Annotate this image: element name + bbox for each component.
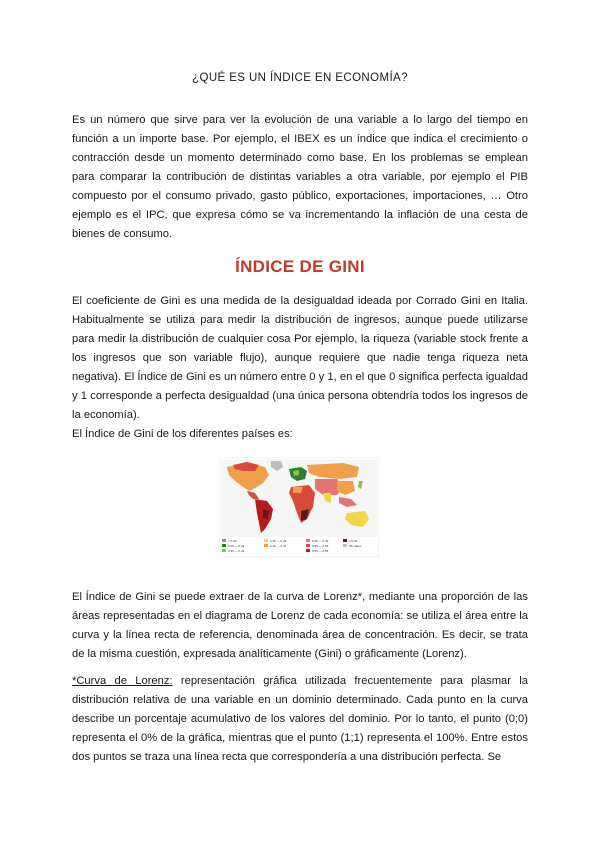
legend-label: 0,40 — 0,44	[270, 544, 287, 548]
legend-label: Sin datos	[349, 544, 362, 548]
gini-world-map-figure	[219, 457, 379, 557]
legend-label: 0,50 — 0,54	[312, 544, 329, 548]
legend-label: 0,55 — 0,59	[312, 549, 329, 553]
legend-label: 0,35 — 0,39	[270, 539, 287, 543]
legend-label: ≥ 0,60	[349, 539, 358, 543]
legend-swatch	[264, 539, 268, 542]
legend-swatch	[222, 539, 226, 542]
gini-world-map	[219, 457, 379, 557]
paragraph-gini-definition: El coeficiente de Gini es una medida de la desigualdad ideada por Corrado Gini en Italia. Habitualmente se utiliza para medir la distribución de ingresos, aunque puede utilizarse para medir la distribución de cualquier cosa Por ejemplo, la riqueza (variable stock frente a los ingresos que son variable flujo), aunque requiere que nadie tenga riqueza neta negativa). El Índice de Gini es un número entre 0 y 1, en el que 0 significa perfecta igualdad y 1 corresponde a perfecta desigualdad (una única persona obtendría todos los ingresos de la economía).	[72, 295, 528, 421]
paragraph-lorenz-intro: El Índice de Gini se puede extraer de la curva de Lorenz*, mediante una proporción de las áreas representadas en el diagrama de Lorenz de cada economía: se utiliza el área entre la curva y la línea recta de referencia, denominada área de concentración. Es decir, se trata de la misma cuestión, expresada analíticamente (Gini) o gráficamente (Lorenz).	[72, 591, 528, 660]
heading-gini-index: ÍNDICE DE GINI	[235, 257, 365, 276]
map-central-europe	[293, 470, 299, 476]
legend-swatch	[343, 539, 347, 542]
paragraph-countries-intro: El Índice de Gini de los diferentes países es:	[72, 428, 293, 440]
lorenz-term: *Curva de Lorenz:	[72, 675, 173, 687]
legend-swatch	[306, 549, 310, 552]
legend-swatch	[306, 544, 310, 547]
legend-label: 0,45 — 0,49	[312, 539, 329, 543]
legend-swatch	[222, 549, 226, 552]
lorenz-definition-text: representación gráfica utilizada frecuentemente para plasmar la distribución relativa de una variable en un dominio determinado. Cada punto en la curva describe un porcentaje acumulativo de los valores del dominio. Por lo tanto, el punto (0;0) representa el 0% de la gráfica, mientras que el punto (1;1) representa el 100%. Entre estos dos puntos se traza una línea recta que correspondería a una distribución perfecta. Se	[72, 675, 528, 763]
legend-swatch	[306, 539, 310, 542]
heading-economy-index: ¿QUÉ ES UN ÍNDICE EN ECONOMÍA?	[192, 72, 408, 84]
paragraph-lorenz-definition	[72, 672, 528, 767]
paragraph-index-definition: Es un número que sirve para ver la evolución de una variable a lo largo del tiempo en función a un importe base. Por ejemplo, el IBEX es un índice que indica el crecimiento o contracción desde un momento determinado como base. En los problemas se emplean para comparar la contribución de distintas variables a otra variable, por ejemplo el PIB compuesto por el consumo privado, gasto público, exportaciones, importaciones, … Otro ejemplo es el IPC, que expresa cómo se va incrementando la inflación de una cesta de bienes de consumo.	[72, 114, 528, 240]
legend-swatch	[222, 544, 226, 547]
legend-swatch	[264, 544, 268, 547]
legend-label: 0,25 — 0,29	[228, 544, 245, 548]
legend-label: < 0,25	[228, 539, 237, 543]
legend-label: 0,30 — 0,34	[228, 549, 245, 553]
legend-swatch	[343, 544, 347, 547]
